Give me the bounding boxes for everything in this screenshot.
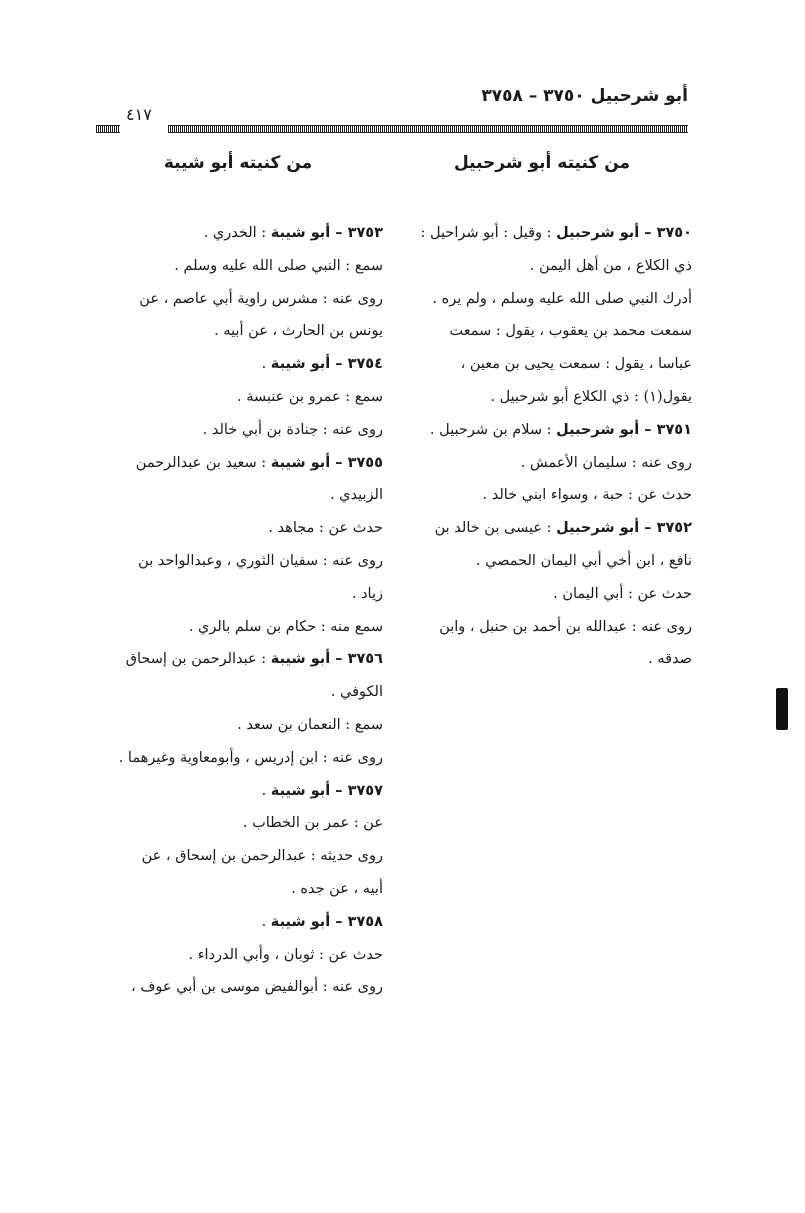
entry-dash: – bbox=[330, 356, 348, 373]
entries-list bbox=[93, 217, 383, 1004]
entry-name: أبو شيبة bbox=[270, 651, 331, 668]
column-right bbox=[392, 148, 692, 676]
entry-line: روى عنه : مشرس راوية أبي عاصم ، عن bbox=[139, 290, 383, 307]
entry-line: أدرك النبي صلى الله عليه وسلم ، ولم يره . bbox=[432, 290, 692, 307]
entry-text: : سلام بن شرحبيل . bbox=[429, 421, 552, 438]
entry-line: روى حديثه : عبدالرحمن بن إسحاق ، عن bbox=[141, 848, 383, 865]
entry-number: ٣٧٥٨ bbox=[347, 913, 383, 930]
entry-line: حدث عن : ثوبان ، وأبي الدرداء . bbox=[188, 946, 383, 963]
running-header bbox=[96, 86, 688, 124]
entry-text: . bbox=[261, 913, 267, 930]
entry-first-line bbox=[392, 217, 692, 250]
entry-line: روى عنه : جنادة بن أبي خالد . bbox=[202, 421, 383, 438]
entry-number: ٣٧٥٣ bbox=[347, 225, 383, 241]
entry-line: يقول(١) : ذي الكلاع أبو شرحبيل . bbox=[490, 388, 692, 405]
entry bbox=[93, 447, 383, 644]
entry-text: : عيسى بن خالد بن bbox=[434, 520, 552, 537]
entry-name: أبو شرحبيل bbox=[556, 421, 640, 438]
entry-first-line bbox=[392, 512, 692, 545]
entry-line: روى عنه : عبدالله بن أحمد بن حنبل ، وابن bbox=[439, 618, 692, 635]
column-left bbox=[93, 148, 383, 1004]
entry-number: ٣٧٥١ bbox=[656, 421, 692, 438]
entry-first-line bbox=[93, 643, 383, 676]
entry-name: أبو شيبة bbox=[270, 356, 331, 373]
entry-dash: – bbox=[330, 913, 348, 930]
entry-line: حدث عن : حبة ، وسواء ابني خالد . bbox=[482, 487, 692, 504]
entry-text: : وقيل : أبو شراحيل : bbox=[420, 225, 552, 241]
entry-line: حدث عن : أبي اليمان . bbox=[553, 585, 692, 602]
entry bbox=[93, 643, 383, 774]
entry-dash: – bbox=[639, 520, 657, 537]
entry-name: أبو شرحبيل bbox=[556, 225, 640, 241]
entry-first-line bbox=[93, 447, 383, 480]
entry bbox=[392, 512, 692, 676]
thumb-index-tab bbox=[776, 688, 788, 730]
entry-text: : سعيد بن عبدالرحمن bbox=[135, 454, 267, 471]
entry-first-line bbox=[93, 217, 383, 250]
entry bbox=[93, 775, 383, 906]
entry-number: ٣٧٥٠ bbox=[656, 225, 692, 241]
entry bbox=[93, 348, 383, 446]
entry-name: أبو شيبة bbox=[270, 225, 331, 241]
entry-number: ٣٧٥٢ bbox=[656, 520, 692, 537]
entry-dash: – bbox=[639, 225, 657, 241]
entry-text: . bbox=[261, 782, 267, 799]
entry bbox=[392, 217, 692, 414]
entry-line: صدقه . bbox=[648, 651, 692, 668]
entry-line: روى عنه : سليمان الأعمش . bbox=[520, 454, 692, 471]
entry-number: ٣٧٥٥ bbox=[347, 454, 383, 471]
entry-number: ٣٧٥٧ bbox=[347, 782, 383, 799]
entry-dash: – bbox=[330, 225, 348, 241]
entry-text: : عبدالرحمن بن إسحاق bbox=[125, 651, 267, 668]
entry-line: سمعت محمد بن يعقوب ، يقول : سمعت bbox=[449, 323, 692, 340]
entry-line: عن : عمر بن الخطاب . bbox=[242, 815, 383, 832]
column-heading: من كنيته أبو شرحبيل bbox=[453, 153, 631, 173]
entry-name: أبو شيبة bbox=[270, 454, 331, 471]
page-number: ٤١٧ bbox=[126, 105, 152, 124]
entry-line: روى عنه : ابن إدريس ، وأبومعاوية وغيرهما . bbox=[118, 749, 383, 766]
entry bbox=[93, 217, 383, 348]
entry-line: روى عنه : سفيان الثوري ، وعبدالواحد بن bbox=[138, 552, 383, 569]
entry-line: الكوفي . bbox=[330, 684, 383, 701]
entries-list bbox=[392, 217, 692, 676]
entry-number: ٣٧٥٤ bbox=[347, 356, 383, 373]
entry-number: ٣٧٥٦ bbox=[347, 651, 383, 668]
entry-first-line bbox=[93, 775, 383, 808]
entry-first-line bbox=[93, 906, 383, 939]
entry-first-line bbox=[392, 414, 692, 447]
column-heading: من كنيته أبو شيبة bbox=[163, 153, 313, 173]
entry-line: عباسا ، يقول : سمعت يحيى بن معين ، bbox=[460, 356, 692, 373]
entry-line: ذي الكلاع ، من أهل اليمن . bbox=[529, 257, 692, 274]
entry-line: سمع : النعمان بن سعد . bbox=[237, 716, 383, 733]
entry-line: زياد . bbox=[351, 585, 383, 602]
entry-line: سمع : عمرو بن عنبسة . bbox=[236, 388, 383, 405]
entry-line: روى عنه : أبوالفيض موسى بن أبي عوف ، bbox=[131, 979, 383, 996]
entry-line: حدث عن : مجاهد . bbox=[268, 520, 383, 537]
entry-line: سمع : النبي صلى الله عليه وسلم . bbox=[174, 257, 383, 274]
entry-name: أبو شيبة bbox=[270, 913, 331, 930]
entry-dash: – bbox=[639, 421, 657, 438]
entry-line: أبيه ، عن جده . bbox=[291, 880, 383, 897]
entry-name: أبو شرحبيل bbox=[556, 520, 640, 537]
header-rule-left bbox=[96, 125, 120, 133]
entry-text: . bbox=[261, 356, 267, 373]
entry-dash: – bbox=[330, 782, 348, 799]
entry-dash: – bbox=[330, 651, 348, 668]
entry bbox=[392, 414, 692, 512]
entry-dash: – bbox=[330, 454, 348, 471]
entry-first-line bbox=[93, 348, 383, 381]
entry-line: يونس بن الحارث ، عن أبيه . bbox=[214, 323, 383, 340]
header-rule-right bbox=[168, 125, 688, 133]
entry-name: أبو شيبة bbox=[270, 782, 331, 799]
header-title: أبو شرحبيل ٣٧٥٠ – ٣٧٥٨ bbox=[481, 86, 688, 106]
entry-text: : الخدري . bbox=[203, 225, 267, 241]
entry-line: الزبيدي . bbox=[329, 487, 383, 504]
entry-line: سمع منه : حكام بن سلم بالري . bbox=[188, 618, 383, 635]
entry bbox=[93, 906, 383, 1004]
entry-line: نافع ، ابن أخي أبي اليمان الحمصي . bbox=[475, 552, 692, 569]
